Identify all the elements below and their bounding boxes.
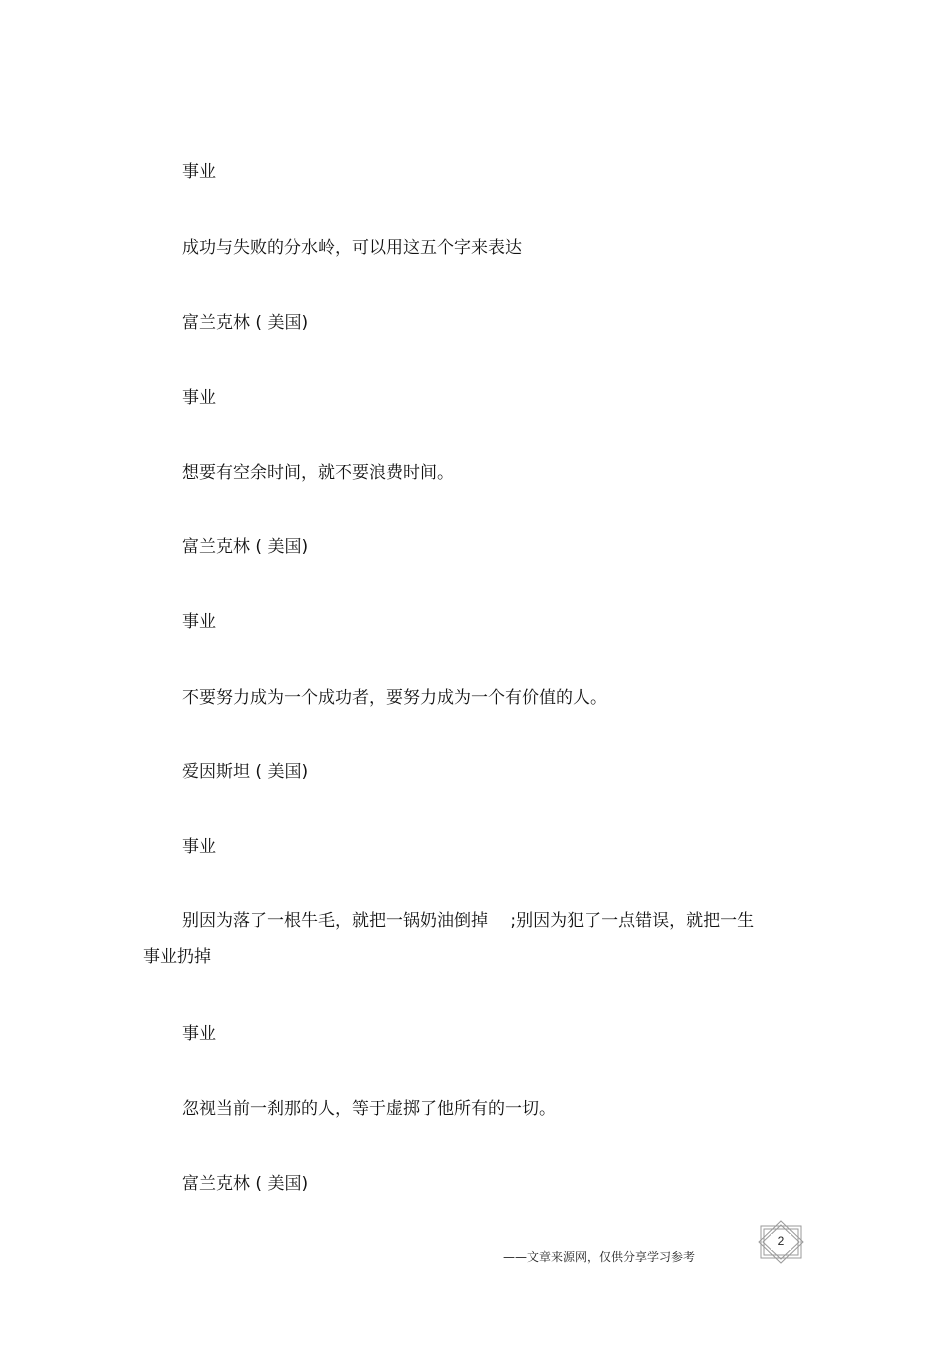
quote-text: 成功与失败的分水岭，可以用这五个字来表达 xyxy=(182,238,522,258)
page-number: 2 xyxy=(777,1234,785,1248)
footer-source-note: ——文章来源网，仅供分享学习参考 xyxy=(503,1250,696,1264)
quote-author: 富兰克林 ( 美国) xyxy=(182,313,309,333)
quote-author: 富兰克林 ( 美国) xyxy=(182,537,309,557)
quote-author: 爱因斯坦 ( 美国) xyxy=(182,762,309,782)
heading-career: 事业 xyxy=(182,162,216,182)
quote-text-wrapped xyxy=(143,903,803,975)
quote-text: 不要努力成为一个成功者，要努力成为一个有价值的人。 xyxy=(182,688,607,708)
heading-career: 事业 xyxy=(182,1024,216,1044)
quote-text: 想要有空余时间，就不要浪费时间。 xyxy=(182,463,454,483)
quote-line-1: 别因为落了一根牛毛，就把一锅奶油倒掉 ;别因为犯了一点错误，就把一生 xyxy=(182,911,755,931)
heading-career: 事业 xyxy=(182,612,216,632)
quote-text: 忽视当前一刹那的人，等于虚掷了他所有的一切。 xyxy=(182,1099,556,1119)
quote-line-2: 事业扔掉 xyxy=(143,947,211,967)
page-number-badge xyxy=(756,1220,806,1264)
heading-career: 事业 xyxy=(182,388,216,408)
heading-career: 事业 xyxy=(182,837,216,857)
quote-author: 富兰克林 ( 美国) xyxy=(182,1174,309,1194)
